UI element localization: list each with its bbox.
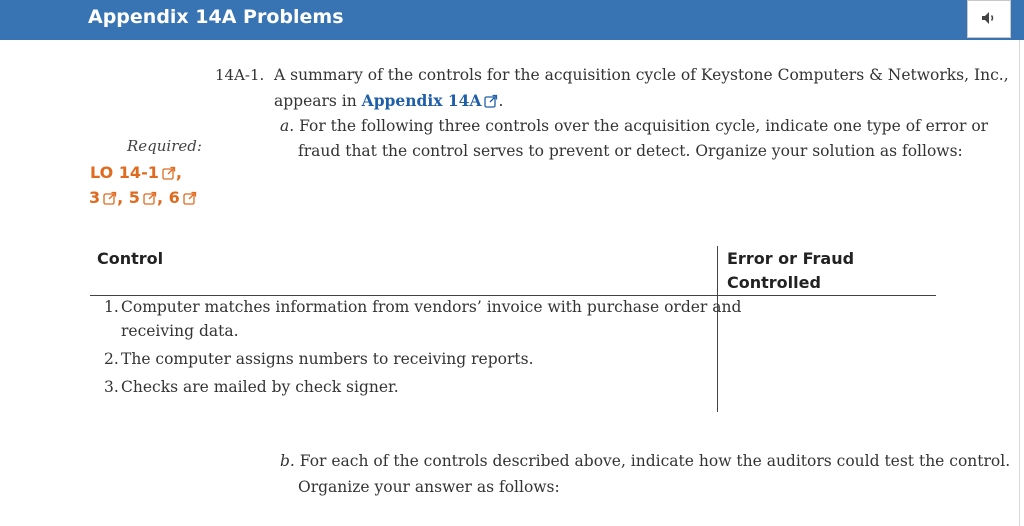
lo-link[interactable]: 3 (89, 188, 101, 207)
table-header-error: Error or Fraud (727, 249, 855, 268)
divider (1019, 40, 1020, 526)
appendix-14a-link[interactable]: Appendix 14A (361, 91, 482, 110)
lo-items: 3 , 5 , 6 (89, 188, 197, 209)
external-link-icon[interactable] (143, 190, 157, 209)
part-b-label: b. (280, 452, 295, 470)
part-a-label: a. (280, 117, 295, 135)
page-title: Appendix 14A Problems (88, 6, 344, 28)
lo-link[interactable]: 5 (128, 188, 140, 207)
intro-line-1: A summary of the controls for the acquisition cycle of Keystone Computers & Networks, Inc., (274, 66, 1009, 84)
table-row: Computer matches information from vendors’ invoice with purchase order and (121, 298, 742, 316)
table-row: Checks are mailed by check signer. (121, 378, 399, 396)
part-a-line-1: a. For the following three controls over the acquisition cycle, indicate one type of error or (280, 117, 989, 135)
part-a-line-2: fraud that the control serves to prevent or detect. Organize your solution as follows: (298, 142, 963, 160)
external-link-icon[interactable] (103, 190, 117, 209)
external-link-icon[interactable] (183, 190, 197, 209)
table-row-number: 1. (104, 298, 119, 316)
intro-line-2: appears in Appendix 14A . (274, 91, 504, 110)
lo-link[interactable]: 6 (168, 188, 180, 207)
table-header-rule (90, 295, 936, 296)
table-header-control: Control (97, 249, 164, 268)
table-row-number: 3. (104, 378, 119, 396)
speaker-icon (981, 10, 997, 29)
audio-button[interactable] (967, 0, 1011, 38)
part-b-line-1: b. For each of the controls described above, indicate how the auditors could test the control. (280, 452, 1011, 470)
table-column-rule (717, 246, 718, 412)
table-row-cont: receiving data. (121, 322, 239, 340)
table-row: The computer assigns numbers to receiving reports. (121, 350, 534, 368)
required-label: Required: (127, 137, 202, 155)
external-link-icon[interactable] (484, 94, 498, 112)
external-link-icon[interactable] (162, 165, 176, 184)
table-header-error-2: Controlled (727, 273, 821, 292)
problem-number: 14A-1. (215, 66, 265, 84)
lo-reference: LO 14-1 , (90, 163, 182, 182)
part-b-line-2: Organize your answer as follows: (298, 478, 560, 496)
header-bar (0, 0, 1024, 40)
table-row-number: 2. (104, 350, 119, 368)
lo-link[interactable]: LO 14-1 (90, 163, 159, 182)
